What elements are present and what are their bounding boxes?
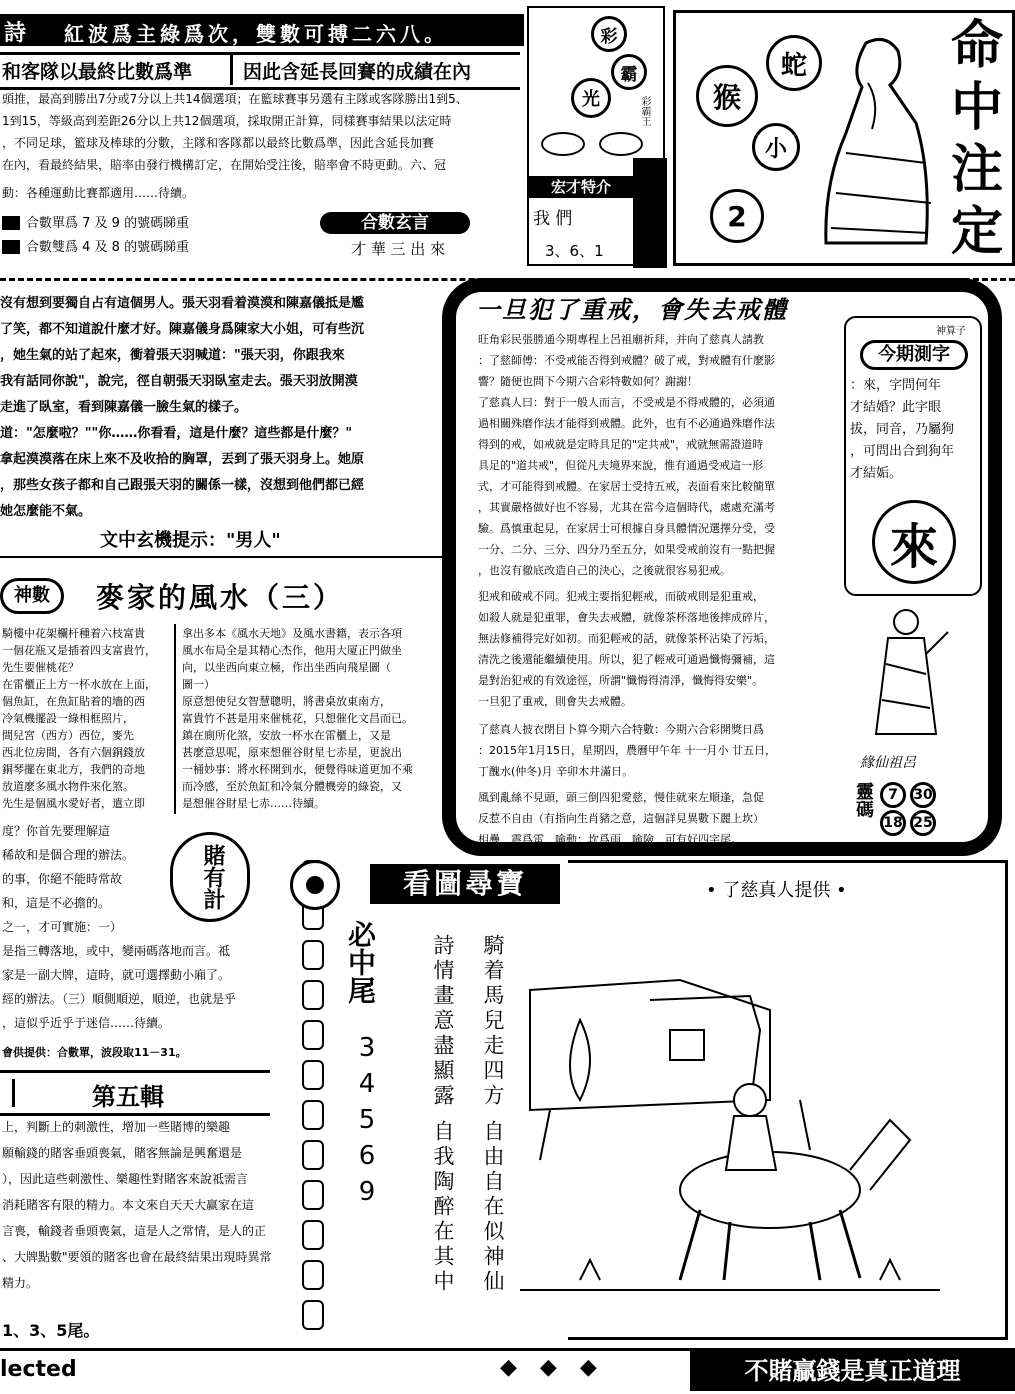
fengshui-line: 原意想使兒女智慧聰明，將書桌放東南方， — [182, 695, 391, 708]
collection-line: 言喪，輸錢者垂頭喪氣，這是人之常情，是人的正 — [2, 1224, 267, 1238]
tail-digits — [352, 1030, 382, 1210]
story-hint: 文中玄機提示："男人" — [100, 530, 281, 551]
tactics-line: 和，這是不必擔的。 — [2, 896, 111, 910]
precepts-line: 過相關殊磨作法才能得到戒體。此外，也有不必通過殊磨作法 — [478, 417, 775, 430]
tactics-line: 經的辦法。（三）順側順逆，順逆，也就是乎 — [2, 992, 237, 1006]
film-hole — [302, 1020, 324, 1050]
collection-line: 上，判斷上的刺激性，增加一些賭博的樂趣 — [2, 1120, 231, 1134]
tactics-line: 之一，才可實施：一） — [2, 920, 123, 934]
fengshui-line: 而冷感，至於魚缸和冷氣分體機旁的綠瓷，又 — [182, 780, 402, 793]
film-hole — [302, 940, 324, 970]
divider — [12, 1079, 15, 1107]
poem-column: 自由自在似神仙 — [481, 1120, 505, 1295]
tactics-line: 的事，你絕不能時常故 — [2, 872, 123, 886]
film-strip — [294, 860, 334, 1340]
precepts-title: 一旦犯了重戒，會失去戒體 — [476, 296, 788, 324]
forecast-title: 今期測字 — [860, 340, 968, 370]
rules-line: 在內，看最終結果，賠率由發行機構訂定，在開始受注後，賠率會不時更動。六、冠 — [2, 158, 447, 172]
fengshui-line: 風水布局全是其精心杰作，他用大厦正門做坐 — [182, 644, 402, 657]
tactics-line: 稀故和是個合理的辦法。 — [2, 848, 135, 862]
lucky-code-number: 30 — [910, 782, 936, 808]
treasure-title: 看圖尋寶 — [370, 864, 560, 904]
sage-figure — [806, 33, 946, 253]
tactics-line: 家是一副大牌，這時，就可選擇動小廂了。 — [2, 968, 231, 982]
fengshui-title: 麥家的風水（三） — [96, 581, 345, 614]
tactics-line: 是指三轉落地，或中，變兩碼落地而言。祗 — [2, 944, 231, 958]
logo-numbers: 3、6、1 — [545, 242, 604, 260]
precepts-line: 響？隨便也問下今期六合彩特數如何？謝謝！ — [478, 375, 698, 388]
rules-line: ，不同足球，籃球及棒球的分數，主隊和客隊都以最終比數爲準，因此含延長加賽 — [2, 136, 435, 150]
story-line: 我有話同你說"，說完，徑自朝張天羽臥室走去。張天羽放開漠 — [0, 374, 358, 389]
fengshui-line: 富貴竹不甚是用來催桃花，只想催化文昌而已。 — [182, 712, 413, 725]
tail-label: 必中尾 — [344, 920, 377, 1004]
story-line: 沒有想到要獨自占有這個男人。張天羽看着漠漠和陳嘉儀抵是尷 — [0, 296, 365, 311]
treasure-provider: • 了慈真人提供 • — [706, 880, 847, 901]
logo-ball: 霸 — [611, 54, 647, 90]
film-hole — [302, 1300, 324, 1330]
odd-tip: 合數單爲 7 及 9 的號碼睇重 — [26, 216, 190, 231]
lucky-code-number: 25 — [910, 810, 936, 836]
rules-header — [0, 52, 520, 90]
fate-panel — [673, 10, 1015, 266]
fengshui-line: 圖一） — [182, 678, 215, 691]
lottery-logo-panel — [527, 6, 665, 266]
precepts-line: 旺角彩民張勝通今期專程上呂祖廟祈拜，并向了慈真人請教 — [478, 333, 764, 346]
precepts-line: 一旦犯了重戒，則會失去戒體。 — [478, 695, 632, 708]
precepts-line: 如殺人就是犯重罪，會失去戒體，就像茶杯落地後摔成碎片， — [478, 611, 775, 624]
story-line: 了笑，都不知道說什麼才好。陳嘉儀身爲陳家大小姐，可有些沉 — [0, 322, 365, 337]
film-hole — [302, 1180, 324, 1210]
square-icon — [2, 240, 20, 254]
pig-icon — [541, 132, 585, 156]
precepts-line: ，其實嚴格做好也不容易，尤其在當今這個時代，處處充滿考 — [478, 501, 775, 514]
forecast-char: 來 — [872, 500, 956, 584]
fengshui-badge: 神數 — [0, 578, 64, 614]
precepts-line: 反惹不自由（有指向生肖豬之意，這個詳見異數下麗上坎） — [478, 812, 764, 825]
fengshui-line: 一個花瓶又是插着四支富貴竹， — [2, 644, 156, 657]
fate-number: 2 — [710, 189, 764, 243]
collection-line: 、大牌點數"要領的賭客也會在最終結果出現時異常 — [2, 1250, 272, 1264]
fengshui-line: 騎樓中花架欄杆種着六枝富貴 — [2, 627, 145, 640]
logo-small-text: 彩霸王 — [639, 96, 650, 126]
film-hole — [302, 1100, 324, 1130]
forecast-line: 才結婚？此字眼 — [850, 400, 942, 415]
precepts-line: ：2015年1月15日，星期四，農曆甲午年 十一月小 廿五日， — [478, 744, 776, 757]
tactics-badge: 賭有計 — [170, 832, 250, 922]
precepts-line: 相疊，震爲雷，喻動；坎爲雨，喻險，可有好四字尾。 — [478, 833, 742, 846]
divider — [230, 55, 233, 85]
tail-digit: 3 — [358, 1033, 376, 1063]
tail-digit: 4 — [358, 1069, 376, 1099]
story-line: 道："怎麼啦？""你……你看看，這是什麼？這些都是什麼？" — [0, 426, 353, 441]
forecast-panel — [844, 316, 982, 596]
eye-icon — [290, 860, 340, 910]
fengshui-line: 先生要催桃花？ — [2, 661, 79, 674]
numerology-badge — [298, 212, 498, 262]
banner-tag: 詩 — [4, 21, 27, 46]
numerology-badge-title: 合數玄言 — [320, 212, 470, 234]
story-line: ，那些女孩子都和自己跟張天羽的關係一樣，沒想到他們都已經 — [0, 478, 365, 493]
forecast-line: 才結姤。 — [850, 466, 903, 481]
story-line: 她怎麼能不氣。 — [0, 504, 92, 519]
logo-ball: 彩 — [591, 16, 627, 52]
collection-title: 第五輯 — [92, 1083, 164, 1111]
collection-header — [0, 1070, 270, 1116]
fengshui-line: 甚麼意思呢，原來想催谷財星七赤星，更說出 — [182, 746, 402, 759]
precepts-line: 丁醜水(仲冬)月 辛卯木井滿日。 — [478, 765, 634, 778]
pig-icon — [599, 132, 643, 156]
collection-line: 消耗賭客有限的精力。本文來自天天大赢家在這 — [2, 1198, 255, 1212]
precepts-line: ：了慈師傅：不受戒能否得到戒體？破了戒，對戒體有什麼影 — [478, 354, 775, 367]
rules-line: 1到15，等級高到差距26分以上共12個選項，採取開正計算，同樣賽事結果以法定時 — [2, 114, 452, 128]
treasure-banner — [290, 860, 570, 910]
fengshui-line: 是想催谷財星七赤……待續。 — [182, 797, 325, 810]
tactics-section — [0, 822, 290, 1062]
sage-illustration — [856, 604, 956, 744]
fengshui-line: 放道麼多風水物件來化煞。 — [2, 780, 134, 793]
rules-line: 動：各種運動比賽都適用……待續。 — [2, 186, 195, 200]
tactics-footer: 會供提供：合數單，波段取11－31。 — [2, 1046, 187, 1059]
treasure-illustration — [520, 960, 940, 1300]
story-line: 走進了臥室，看到陳嘉儀一臉生氣的樣子。 — [0, 400, 248, 415]
fengshui-line: 向，以坐西向東立極，作出坐西向飛星圖（ — [182, 661, 391, 674]
odd-even-tips — [0, 212, 520, 262]
precepts-line: 式，才可能得到戒體。在家居士受持五戒，表面看來比較簡單 — [478, 480, 775, 493]
fate-title-char: 中 — [950, 78, 1003, 138]
lucky-code — [846, 780, 966, 836]
fate-ball: 蛇 — [766, 35, 822, 91]
fate-title — [942, 15, 1012, 263]
poem-column: 騎着馬兒走四方 — [481, 934, 505, 1109]
tail-digit: 5 — [358, 1105, 376, 1135]
poem-column: 自我陶醉在其中 — [431, 1120, 455, 1295]
precepts-line: 清洗之後還能繼續使用。所以，犯了輕戒可通過懺悔彌補，這 — [478, 653, 775, 666]
footer-bar — [0, 1348, 1015, 1394]
fengshui-line: 西北位房間，各有六個銅錢放 — [2, 746, 145, 759]
precepts-line: 得到的戒，如戒就是定時具足的"定共戒"，戒就無需證道時 — [478, 438, 764, 451]
sage-caption: 緣仙祖呂 — [860, 755, 916, 771]
footer-left: lected — [0, 1357, 77, 1382]
story-line: 拿起漠漠落在床上來不及收拾的胸罩，丟到了張天羽身上。她原 — [0, 452, 365, 467]
story-line: ，她生氣的站了起來，衝着張天羽喊道："張天羽，你跟我來 — [0, 348, 345, 363]
fate-title-char: 注 — [950, 140, 1003, 200]
fengshui-line: 在雷櫃正上方一杯水放在上面， — [2, 678, 156, 691]
fate-title-char: 定 — [950, 202, 1003, 262]
numerology-badge-sub: 才 華 三 出 來 — [350, 240, 446, 258]
collection-line: 精力。 — [2, 1276, 39, 1290]
tactics-line: 度？你首先要理解這 — [2, 824, 111, 838]
fengshui-line: 個魚缸，在魚缸貼着的墻的西 — [2, 695, 145, 708]
precepts-line: 具足的"道共戒"，但從凡夫境界來說，惟有通過受戒這一形 — [478, 459, 764, 472]
rules-header-right: 因此含延長回賽的成績在內 — [243, 61, 472, 83]
forecast-line: ：來，字問何年 — [850, 378, 942, 393]
column-divider — [174, 624, 176, 814]
fengshui-line: 先生是個風水愛好者，遣立即 — [2, 797, 145, 810]
logo-label: 宏才特介 — [529, 176, 633, 198]
fengshui-line: 冷氣機擺設一綠相框照片， — [2, 712, 134, 725]
footer-right: 不賭贏錢是真正道理 — [690, 1351, 1015, 1391]
precepts-line: 了慈真人披衣閉目卜算今期六合特數：今期六合彩開獎日爲 — [478, 723, 764, 736]
fengshui-line: 間兒宮（西方）西位，麥先 — [2, 729, 134, 742]
forecast-line: 拔，同音，乃屬狗 — [850, 422, 955, 437]
precepts-line: 風到亂絲不見頭，頭三倒四犯愛慈，慢佳就來左順逢，急促 — [478, 791, 764, 804]
forecast-small: 神算子 — [936, 326, 966, 337]
lucky-code-number: 18 — [880, 810, 906, 836]
fate-ball: 猴 — [696, 65, 758, 127]
tail-digit: 9 — [358, 1177, 376, 1207]
fengshui-line: 銅琴擺在東北方，我們的奇地 — [2, 763, 145, 776]
poem-column: 詩情畫意盡顯露 — [431, 934, 455, 1109]
film-hole — [302, 980, 324, 1010]
precepts-line: 一分、二分、三分、四分乃至五分，如果受戒前沒有一點把握 — [478, 543, 775, 556]
film-hole — [302, 1140, 324, 1170]
rules-header-left: 和客隊以最終比數爲準 — [2, 61, 193, 83]
precepts-line: 犯戒和破戒不同。犯戒主要指犯輕戒，而破戒則是犯重戒， — [478, 590, 764, 603]
tail-digit: 6 — [358, 1141, 376, 1171]
fengshui-line: 一桶妙事：將水杯開到水，便覺得味道更加不乘 — [182, 763, 413, 776]
precepts-line: 了慈真人曰：對于一般人而言，不受戒是不得戒體的，必須通 — [478, 396, 775, 409]
lucky-code-number: 7 — [880, 782, 906, 808]
film-hole — [302, 1260, 324, 1290]
precepts-panel — [442, 278, 1002, 856]
logo-sublabel: 我 們 — [533, 209, 573, 229]
rules-line: 頭推，最高到勝出7分或7分以上共14個選項；在籃球賽事另選有主隊或客隊勝出1到5、 — [2, 92, 468, 106]
even-tip: 合數雙爲 4 及 8 的號碼睇重 — [26, 240, 190, 255]
footer-diamonds: ◆ ◆ ◆ — [500, 1355, 605, 1380]
logo-side-bar — [633, 158, 667, 268]
banner-slogan: 紅波爲主綠爲次，雙數可搏二六八。 — [64, 22, 448, 46]
fate-ball: 小 — [752, 123, 800, 171]
film-hole — [302, 1060, 324, 1090]
precepts-line: ，也沒有徹底改造自己的決心，之後就很容易犯戒。 — [478, 564, 731, 577]
lucky-code-label: 靈碼 — [853, 782, 874, 818]
square-icon — [2, 216, 20, 230]
fengshui-line: 鎮在廁所化煞，安放一杯水在雷櫃上，又是 — [182, 729, 391, 742]
collection-line: 願輸錢的賭客垂頭喪氣，賭客無論是興奮還是 — [2, 1146, 243, 1160]
precepts-line: 是對治犯戒的有效途徑，所謂"懺悔得清淨，懺悔得安樂"。 — [478, 674, 764, 687]
divider — [0, 556, 450, 558]
film-hole — [302, 1220, 324, 1250]
top-banner — [0, 14, 524, 46]
collection-tail-numbers: 1、3、5尾。 — [2, 1321, 100, 1340]
logo-ball: 光 — [571, 78, 611, 118]
precepts-line: 驗。爲慎重起見，在家居士可根據自身具體情況選擇分受，受 — [478, 522, 775, 535]
fengshui-section — [0, 566, 450, 818]
fengshui-line: 拿出多本《風水天地》及風水書籍，表示各項 — [182, 627, 402, 640]
tactics-line: ，這似乎近乎于迷信……待續。 — [2, 1016, 171, 1030]
precepts-line: 無法修補得完好如初。而犯輕戒的話，就像茶杯沾染了污垢， — [478, 632, 775, 645]
collection-line: ），因此這些刺激性、樂趣性對賭客來說祗需言 — [2, 1172, 249, 1186]
forecast-line: ，可問出合到狗年 — [850, 444, 955, 459]
fate-title-char: 命 — [950, 16, 1003, 76]
